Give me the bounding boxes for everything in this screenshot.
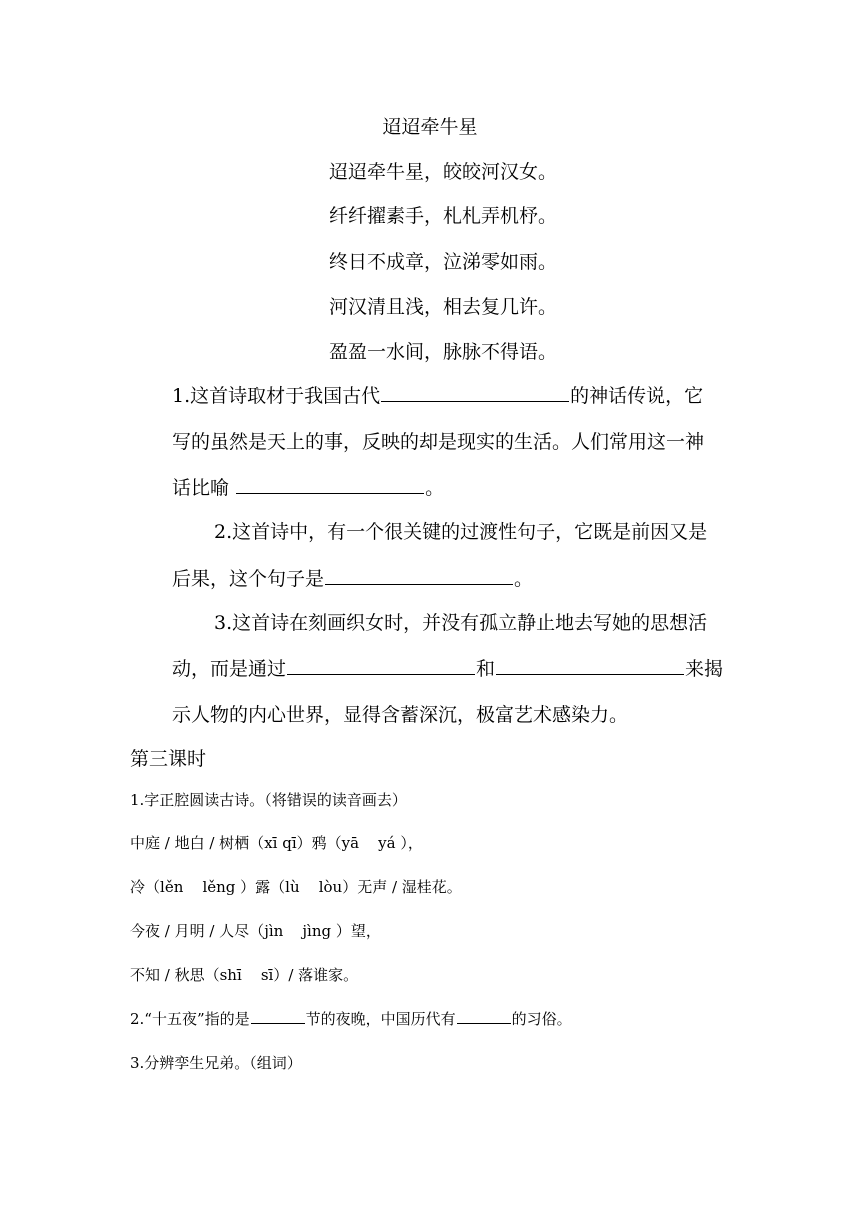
poem-line-1: 迢迢牵牛星，皎皎河汉女。 <box>328 161 557 183</box>
poem-text: ）， <box>400 834 423 852</box>
lesson3-poem-line-2 <box>130 880 462 895</box>
poem-line-2: 纤纤擢素手，札札弄机杼。 <box>328 205 557 227</box>
question-3-line-1: 3.这首诗在刻画织女时，并没有孤立静止地去写她的思想活 <box>214 612 708 634</box>
question-1-line-3-prefix: 话比喻 <box>172 477 230 499</box>
answer-blank[interactable] <box>287 673 475 675</box>
question-3-line-2 <box>172 660 723 679</box>
answer-blank[interactable] <box>251 1022 305 1024</box>
answer-blank[interactable] <box>325 583 513 585</box>
question-3-line-3: 示人物的内心世界，显得含蓄深沉，极富艺术感染力。 <box>172 704 629 726</box>
question-2-line-2 <box>172 570 533 589</box>
poem-text: ）/ 落谁家。 <box>273 966 359 984</box>
answer-blank[interactable] <box>381 400 569 402</box>
pinyin-option[interactable]: shī <box>219 966 242 984</box>
question-1-line-1 <box>172 387 703 406</box>
item-2-prefix: 2.“十五夜”指的是 <box>130 1010 250 1028</box>
lesson3-poem-line-4 <box>130 968 358 983</box>
poem-text: ）鸦（ <box>296 834 342 852</box>
item-2-mid: 节的夜晚，中国历代有 <box>305 1010 456 1028</box>
poem-text: ）露（ <box>240 878 286 896</box>
answer-blank[interactable] <box>457 1022 511 1024</box>
question-1-line-3 <box>172 479 444 498</box>
question-1-line-3-suffix: 。 <box>425 477 445 499</box>
poem-text: 冷（ <box>130 878 161 896</box>
question-3-line-2-prefix: 动，而是通过 <box>172 658 287 680</box>
poem-text: 中庭 / 地白 / 树栖（ <box>130 834 265 852</box>
pinyin-option[interactable]: jìn <box>264 922 284 940</box>
pinyin-option[interactable]: lòu <box>318 878 343 896</box>
pinyin-option[interactable]: lù <box>285 878 300 896</box>
answer-blank[interactable] <box>496 673 684 675</box>
lesson3-poem-line-1 <box>130 836 423 851</box>
lesson3-item-1-title: 1.字正腔圆读古诗。（将错误的读音画去） <box>130 791 407 809</box>
pinyin-option[interactable]: yā <box>341 834 360 852</box>
pinyin-option[interactable]: lěn <box>160 878 184 896</box>
poem-line-3: 终日不成章，泣涕零如雨。 <box>328 251 557 273</box>
answer-blank[interactable] <box>236 492 424 494</box>
lesson3-item-3-title: 3.分辨孪生兄弟。（组词） <box>130 1054 302 1072</box>
item-2-suffix: 的习俗。 <box>511 1010 572 1028</box>
poem-line-4: 河汉清且浅，相去复几许。 <box>328 296 557 318</box>
pinyin-option[interactable]: jìng <box>302 922 332 940</box>
pinyin-option[interactable]: lěng <box>202 878 236 896</box>
poem-title: 迢迢牵牛星 <box>382 116 478 138</box>
question-1-prefix: 1.这首诗取材于我国古代 <box>172 385 381 407</box>
lesson3-poem-line-3 <box>130 924 381 939</box>
pinyin-option[interactable]: xī qī <box>264 834 297 852</box>
poem-text: ）望， <box>335 922 381 940</box>
question-1-line-2: 写的虽然是天上的事，反映的却是现实的生活。人们常用这一神 <box>172 431 705 453</box>
question-2-line-2-suffix: 。 <box>514 568 534 590</box>
poem-text: 今夜 / 月明 / 人尽（ <box>130 922 265 940</box>
question-2-line-1: 2.这首诗中，有一个很关键的过渡性句子，它既是前因又是 <box>214 521 708 543</box>
question-3-line-2-mid: 和 <box>476 658 496 680</box>
poem-line-5: 盈盈一水间，脉脉不得语。 <box>328 341 557 363</box>
question-1-suffix: 的神话传说，它 <box>570 385 704 407</box>
question-2-line-2-prefix: 后果，这个句子是 <box>172 568 325 590</box>
section-title: 第三课时 <box>130 748 207 770</box>
pinyin-option[interactable]: sī <box>260 966 274 984</box>
pinyin-option[interactable]: yá <box>378 834 396 852</box>
lesson3-item-2 <box>130 1012 572 1027</box>
poem-text: 不知 / 秋思（ <box>130 966 220 984</box>
poem-text: ）无声 / 湿桂花。 <box>342 878 462 896</box>
question-3-line-2-suffix: 来揭 <box>685 658 724 680</box>
